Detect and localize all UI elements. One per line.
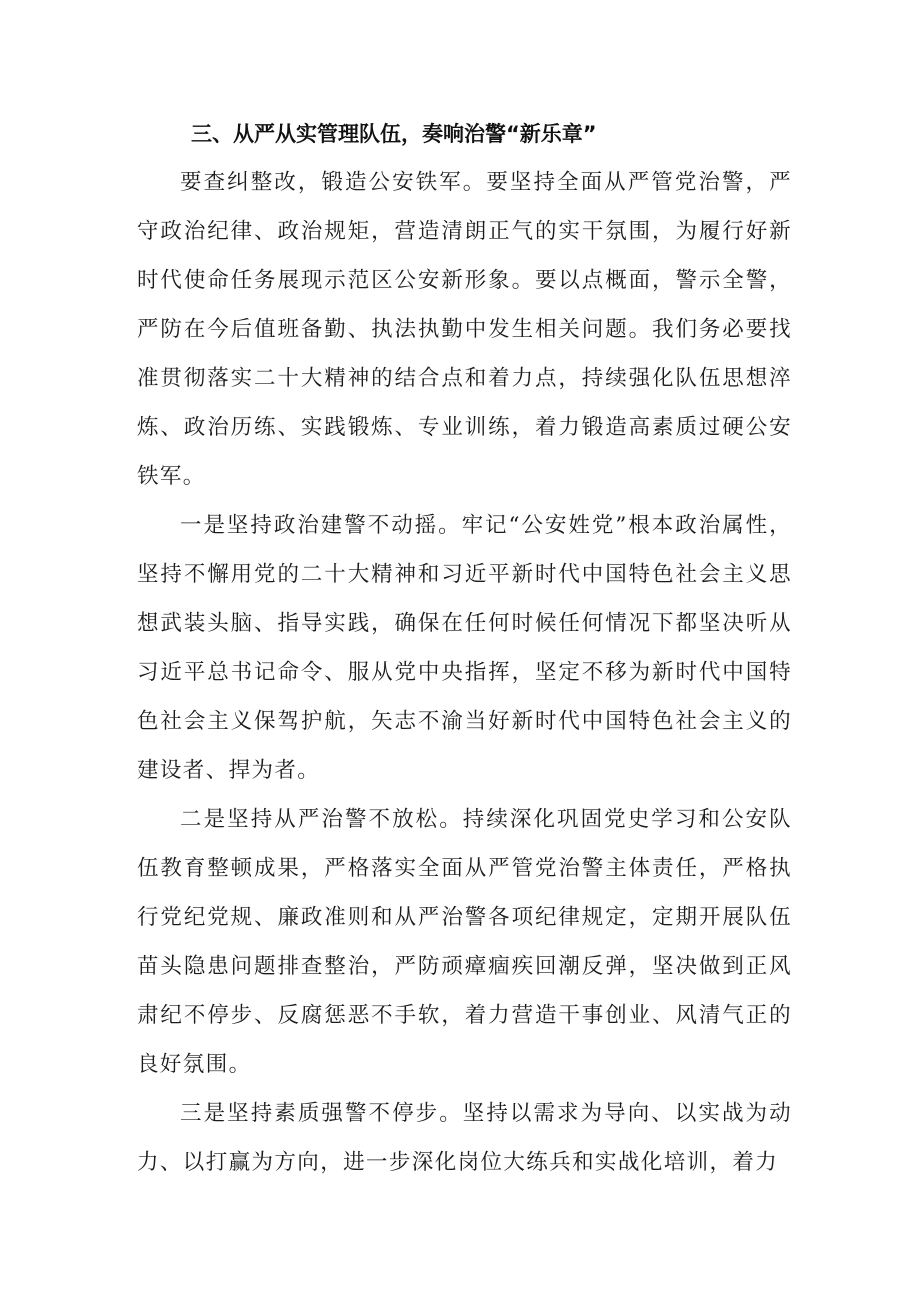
document-body: [137, 110, 792, 1187]
paragraph-point-two: 二是坚持从严治警不放松。持续深化巩固党史学习和公安队伍教育整顿成果，严格落实全面从严管党治警主体责任，严格执行党纪党规、廉政准则和从严治警各项纪律规定，定期开展队伍苗头隐患问题排查整治，严防顽瘴痼疾回潮反弹，坚决做到正风肃纪不停步、反腐惩恶不手软，着力营造干事创业、风清气正的良好氛围。: [137, 807, 792, 1077]
section-heading: 三、从严从实管理队伍，奏响治警“新乐章”: [191, 122, 597, 146]
paragraph-intro: 要查纠整改，锻造公安铁军。要坚持全面从严管党治警，严守政治纪律、政治规矩，营造清朗正气的实干氛围，为履行好新时代使命任务展现示范区公安新形象。要以点概面，警示全警，严防在今后值班备勤、执法执勤中发生相关问题。我们务必要找准贯彻落实二十大精神的结合点和着力点，持续强化队伍思想淬炼、政治历练、实践锻炼、专业训练，着力锻造高素质过硬公安铁军。: [137, 170, 792, 489]
paragraph-point-three: 三是坚持素质强警不停步。坚持以需求为导向、以实战为动力、以打赢为方向，进一步深化岗位大练兵和实战化培训，着力: [137, 1101, 792, 1175]
paragraph-point-one: 一是坚持政治建警不动摇。牢记“公安姓党”根本政治属性，坚持不懈用党的二十大精神和习近平新时代中国特色社会主义思想武装头脑、指导实践，确保在任何时候任何情况下都坚决听从习近平总书记命令、服从党中央指挥，坚定不移为新时代中国特色社会主义保驾护航，矢志不渝当好新时代中国特色社会主义的建设者、捍为者。: [137, 513, 792, 783]
